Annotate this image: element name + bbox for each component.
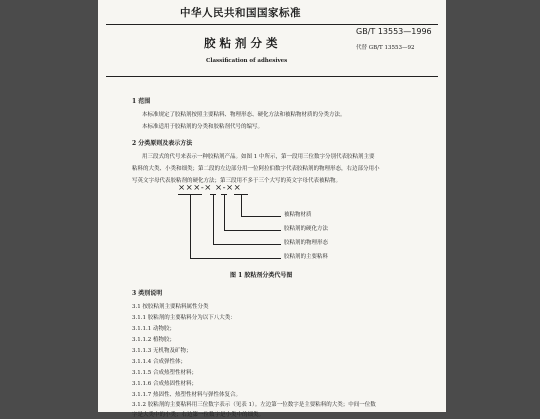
list-item: 字是大类中的小类；右边第一位数字是小类中的细类。 xyxy=(132,412,265,418)
leader-binder xyxy=(190,194,191,258)
leader-physical-h xyxy=(213,244,281,245)
title-rule xyxy=(106,76,438,77)
section-1-para-2: 本标准适用于胶粘剂的分类和胶粘剂代号的编写。 xyxy=(142,124,264,130)
leader-substrate-h xyxy=(241,216,281,217)
label-substrate: 被粘物材质 xyxy=(284,212,312,218)
standard-code: GB/T 13553—1996 xyxy=(356,27,432,36)
list-item: 3.1.1.7 热固性、热塑性材料与弹性体复合。 xyxy=(132,392,241,398)
label-curing-method: 胶粘剂的硬化方法 xyxy=(284,226,329,232)
classification-code: ×××-× ×-×× xyxy=(178,183,242,193)
section-2-para-line-1: 用三段式的代号来表示一种胶粘剂产品。如图 1 中所示，第一段用三位数字分别代表胶粘剂主要 xyxy=(142,154,375,160)
figure-caption: 图 1 胶粘剂分类代号图 xyxy=(230,272,293,279)
list-item: 3.1.1.2 植物胶； xyxy=(132,337,175,343)
header-rule xyxy=(106,24,438,25)
section-2-para-line-3: 写英文字母代表胶粘剂的硬化方法；第三段用不多于三个大写的英文字母代表被粘物。 xyxy=(132,178,342,184)
english-title: Classification of adhesives xyxy=(206,58,288,64)
leader-substrate xyxy=(241,194,242,216)
leader-binder-h xyxy=(190,258,281,259)
replaces-note: 代替 GB/T 13553—92 xyxy=(356,45,415,51)
leader-curing xyxy=(224,194,225,230)
leader-curing-h xyxy=(224,230,281,231)
list-item: 3.1.1.4 合成弹性体； xyxy=(132,359,186,365)
section-2-para-line-2: 粘料的大类、小类和细类；第二段的左边部分用一位阿拉伯数字代表胶粘剂的物理形态，右边部分用小 xyxy=(132,166,380,172)
list-item: 3.1.1.5 合成热塑性材料； xyxy=(132,370,197,376)
document-title: 胶粘剂分类 xyxy=(204,36,282,50)
label-main-binder: 胶粘剂的主要粘料 xyxy=(284,254,329,260)
section-1-heading: 1 范围 xyxy=(132,98,151,105)
list-item: 3.1.1 胶粘剂的主要粘料分为以下八大类： xyxy=(132,315,236,321)
section-3-heading: 3 类别说明 xyxy=(132,290,163,297)
section-1-para-1: 本标准规定了胶粘剂按照主要粘料、物理形态、硬化方法和被粘物材质的分类方法。 xyxy=(142,112,346,118)
list-item: 3.1.1.6 合成热固性材料； xyxy=(132,381,197,387)
standard-title: 中华人民共和国国家标准 xyxy=(180,7,301,19)
leader-physical xyxy=(213,194,214,244)
list-item: 3.1.1.1 动物胶； xyxy=(132,326,175,332)
section-2-heading: 2 分类原则及表示方法 xyxy=(132,140,193,147)
list-item: 3.1.1.3 无机物及矿物； xyxy=(132,348,192,354)
label-physical-form: 胶粘剂的物理形态 xyxy=(284,240,329,246)
list-item: 3.1.2 胶粘剂的主要粘料用三位数字表示（见表 1）。左边第一位数字是主要粘料的大类；中间一位数 xyxy=(132,402,376,408)
list-item: 3.1 按胶粘剂主要粘料属性分类 xyxy=(132,304,209,310)
document-page xyxy=(98,0,446,418)
